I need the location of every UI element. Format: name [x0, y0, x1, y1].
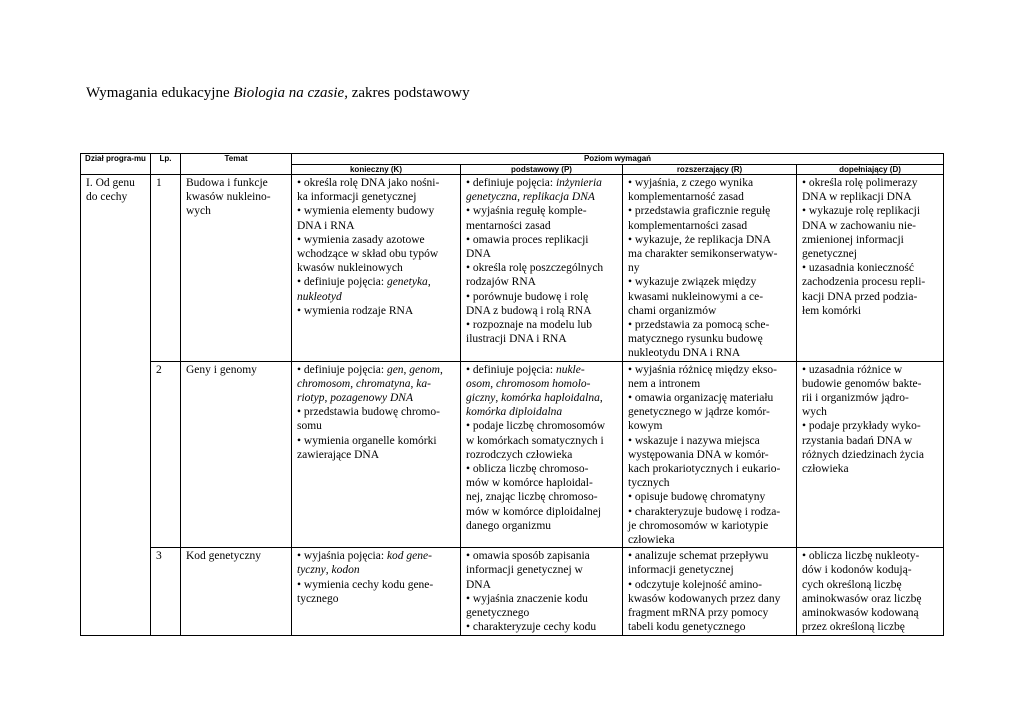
cell-line: Budowa i funkcje [186, 177, 268, 189]
header-poziom: Poziom wymagań [292, 154, 944, 165]
topic-cell [181, 175, 292, 362]
cell-line: rodzajów RNA [466, 276, 536, 289]
cell-line: • przedstawia graficznie regułę [628, 205, 771, 218]
header-level-r: rozszerzający (R) [623, 164, 797, 175]
cell-line: DNA [466, 578, 491, 591]
cell-line: • porównuje budowę i rolę [466, 290, 589, 303]
cell-line: tycznych [628, 477, 670, 490]
cell-line: • odczytuje kolejność amino- [628, 578, 763, 591]
cell-line: • charakteryzuje budowę i rodza- [628, 505, 781, 518]
cell-line: genetycznego w jądrze komór- [628, 406, 770, 419]
cell-line: człowieka [802, 463, 849, 476]
cell-line: mentarności zasad [466, 219, 551, 232]
cell-line: somu [297, 420, 322, 433]
cell-line: genetyczna, replikacja DNA [466, 191, 595, 204]
cell-line: • omawia sposób zapisania [466, 550, 590, 563]
cell-line: Kod genetyczny [186, 550, 262, 563]
cell-line: kowym [628, 420, 663, 433]
header-level-d: dopełniający (D) [797, 164, 944, 175]
cell-line: • przedstawia za pomocą sche- [628, 319, 770, 332]
lp-cell: 1 [151, 175, 181, 362]
cell-line: • oblicza liczbę chromoso- [466, 463, 589, 476]
cell-line: • wykazuje rolę replikacji [802, 205, 921, 218]
cell-line: • wyjaśnia, z czego wynika [628, 177, 754, 189]
cell-line: komplementarność zasad [628, 191, 744, 204]
section-name: I. Od genu do cechy [86, 177, 135, 204]
cell-line: • wskazuje i nazywa miejsca [628, 434, 760, 447]
cell-line: • przedstawia budowę chromo- [297, 406, 440, 419]
cell-line: tyczny, kodon [297, 564, 360, 577]
cell-line: • wyjaśnia różnicę między ekso- [628, 363, 778, 376]
cell-line: • omawia proces replikacji [466, 233, 589, 246]
cell-line: wych [186, 205, 211, 218]
cell-line: mów w komórce diploidalnej [466, 505, 602, 518]
cell-line: łem komórki [802, 304, 862, 317]
cell-line: • podaje liczbę chromosomów [466, 420, 606, 433]
header-lp: Lp. [151, 154, 181, 175]
cell-line: wchodzące w skład obu typów [297, 248, 439, 261]
table-row [81, 175, 944, 362]
cell-line: różnych dziedzinach życia [802, 448, 924, 461]
cell-line: mów w komórce haploidal- [466, 477, 593, 490]
requirement-cell-k [292, 548, 461, 635]
cell-line: • definiuje pojęcia: gen, genom, [297, 363, 443, 376]
cell-line: nej, znając liczbę chromoso- [466, 491, 598, 504]
cell-line: • charakteryzuje cechy kodu [466, 621, 597, 634]
cell-line: DNA w zachowaniu nie- [802, 219, 917, 232]
cell-line: • wymienia rodzaje RNA [297, 304, 414, 317]
cell-line: • określa rolę poszczególnych [466, 262, 604, 275]
cell-line: rzystania badań DNA w [802, 434, 913, 447]
requirements-table [80, 153, 944, 636]
cell-line: ma charakter semikonserwatyw- [628, 248, 778, 261]
cell-line: nem a intronem [628, 377, 701, 390]
cell-line: nukleotyd [297, 290, 342, 303]
requirement-cell-k [292, 175, 461, 362]
cell-line: • rozpoznaje na modelu lub [466, 319, 593, 332]
title-suffix: , zakres podstawowy [344, 85, 470, 101]
cell-line: tycznego [297, 592, 339, 605]
cell-line: zawierające DNA [297, 448, 380, 461]
cell-line: • wymienia organelle komórki [297, 434, 437, 447]
cell-line: osom, chromosom homolo- [466, 377, 591, 390]
cell-line: zmienionej informacji [802, 233, 904, 246]
requirement-cell-k [292, 361, 461, 548]
cell-line: • oblicza liczbę nukleoty- [802, 550, 920, 563]
cell-line: przez określoną liczbę [802, 621, 905, 634]
cell-line: wych [802, 406, 827, 419]
cell-line: informacji genetycznej [628, 564, 734, 577]
cell-line: komplementarności zasad [628, 219, 748, 232]
cell-line: • uzasadnia różnice w [802, 363, 903, 376]
requirement-cell-d [797, 175, 944, 362]
requirement-cell-d [797, 361, 944, 548]
cell-line: kwasów nukleino- [186, 191, 271, 204]
cell-line: matycznego rysunku budowę [628, 333, 763, 346]
cell-line: tabeli kodu genetycznego [628, 621, 746, 634]
cell-line: DNA i RNA [297, 219, 355, 232]
requirement-cell-d [797, 548, 944, 635]
topic-cell [181, 361, 292, 548]
cell-line: komórka diploidalna [466, 406, 563, 419]
table-row [81, 361, 944, 548]
requirement-cell-r [623, 175, 797, 362]
cell-line: • definiuje pojęcia: nukle- [466, 363, 585, 376]
cell-line: rozrodczych człowieka [466, 448, 573, 461]
cell-line: kwasów nukleinowych [297, 262, 403, 275]
cell-line: riotyp, pozagenowy DNA [297, 392, 413, 405]
cell-line: • analizuje schemat przepływu [628, 550, 769, 563]
requirement-cell-r [623, 361, 797, 548]
cell-line: • wyjaśnia regułę komple- [466, 205, 587, 218]
cell-line: dów i kodonów kodują- [802, 564, 912, 577]
lp-cell: 3 [151, 548, 181, 635]
cell-line: • uzasadnia konieczność [802, 262, 914, 275]
cell-line: • wykazuje, że replikacja DNA [628, 233, 771, 246]
cell-line: danego organizmu [466, 519, 552, 532]
requirement-cell-p [461, 548, 623, 635]
title-prefix: Wymagania edukacyjne [86, 85, 234, 101]
cell-line: kacji DNA przed podzia- [802, 290, 918, 303]
cell-line: • wykazuje związek między [628, 276, 757, 289]
cell-line: chami organizmów [628, 304, 717, 317]
cell-line: występowania DNA w komór- [628, 448, 769, 461]
requirement-cell-p [461, 361, 623, 548]
header-level-p: podstawowy (P) [461, 164, 623, 175]
cell-line: • określa rolę DNA jako nośni- [297, 177, 440, 189]
cell-line: • podaje przykłady wyko- [802, 420, 921, 433]
lp-cell: 2 [151, 361, 181, 548]
cell-line: giczny, komórka haploidalna, [466, 392, 603, 405]
requirement-cell-p [461, 175, 623, 362]
cell-line: ny [628, 262, 640, 275]
cell-line: człowieka [628, 534, 675, 547]
cell-line: • wyjaśnia pojęcia: kod gene- [297, 550, 432, 563]
page-title [86, 85, 470, 102]
cell-line: DNA z budową i rolą RNA [466, 304, 592, 317]
cell-line: • określa rolę polimerazy [802, 177, 918, 189]
cell-line: • wymienia zasady azotowe [297, 233, 425, 246]
requirement-cell-r [623, 548, 797, 635]
cell-line: fragment mRNA przy pomocy [628, 607, 769, 620]
cell-line: zachodzenia procesu repli- [802, 276, 926, 289]
cell-line: kwasami nukleinowymi a ce- [628, 290, 764, 303]
cell-line: je chromosomów w kariotypie [628, 519, 769, 532]
header-temat: Temat [181, 154, 292, 175]
cell-line: budowie genomów bakte- [802, 377, 922, 390]
cell-line: • definiuje pojęcia: genetyka, [297, 276, 431, 289]
cell-line: • wymienia elementy budowy [297, 205, 435, 218]
table-row [81, 548, 944, 635]
title-book-name: Biologia na czasie [233, 85, 345, 101]
cell-line: ilustracji DNA i RNA [466, 333, 567, 346]
cell-line: • wymienia cechy kodu gene- [297, 578, 434, 591]
cell-line: • wyjaśnia znaczenie kodu [466, 592, 588, 605]
cell-line: nukleotydu DNA i RNA [628, 347, 741, 360]
section-cell [81, 175, 151, 636]
cell-line: aminokwasów kodowaną [802, 607, 919, 620]
cell-line: • omawia organizację materiału [628, 392, 774, 405]
cell-line: kwasów kodowanych przez dany [628, 592, 781, 605]
topic-cell [181, 548, 292, 635]
cell-line: • definiuje pojęcia: inżynieria [466, 177, 602, 189]
cell-line: Geny i genomy [186, 363, 257, 376]
cell-line: • opisuje budowę chromatyny [628, 491, 766, 504]
cell-line: aminokwasów oraz liczbę [802, 592, 922, 605]
header-level-k: konieczny (K) [292, 164, 461, 175]
cell-line: rii i organizmów jądro- [802, 392, 909, 405]
cell-line: genetycznego [466, 607, 530, 620]
cell-line: DNA w replikacji DNA [802, 191, 912, 204]
cell-line: w komórkach somatycznych i [466, 434, 604, 447]
cell-line: genetycznej [802, 248, 857, 261]
header-dzial: Dział progra-mu [81, 154, 151, 175]
cell-line: ka informacji genetycznej [297, 191, 417, 204]
cell-line: kach prokariotycznych i eukario- [628, 463, 781, 476]
cell-line: DNA [466, 248, 491, 261]
cell-line: cych określoną liczbę [802, 578, 902, 591]
cell-line: chromosom, chromatyna, ka- [297, 377, 431, 390]
cell-line: informacji genetycznej w [466, 564, 583, 577]
